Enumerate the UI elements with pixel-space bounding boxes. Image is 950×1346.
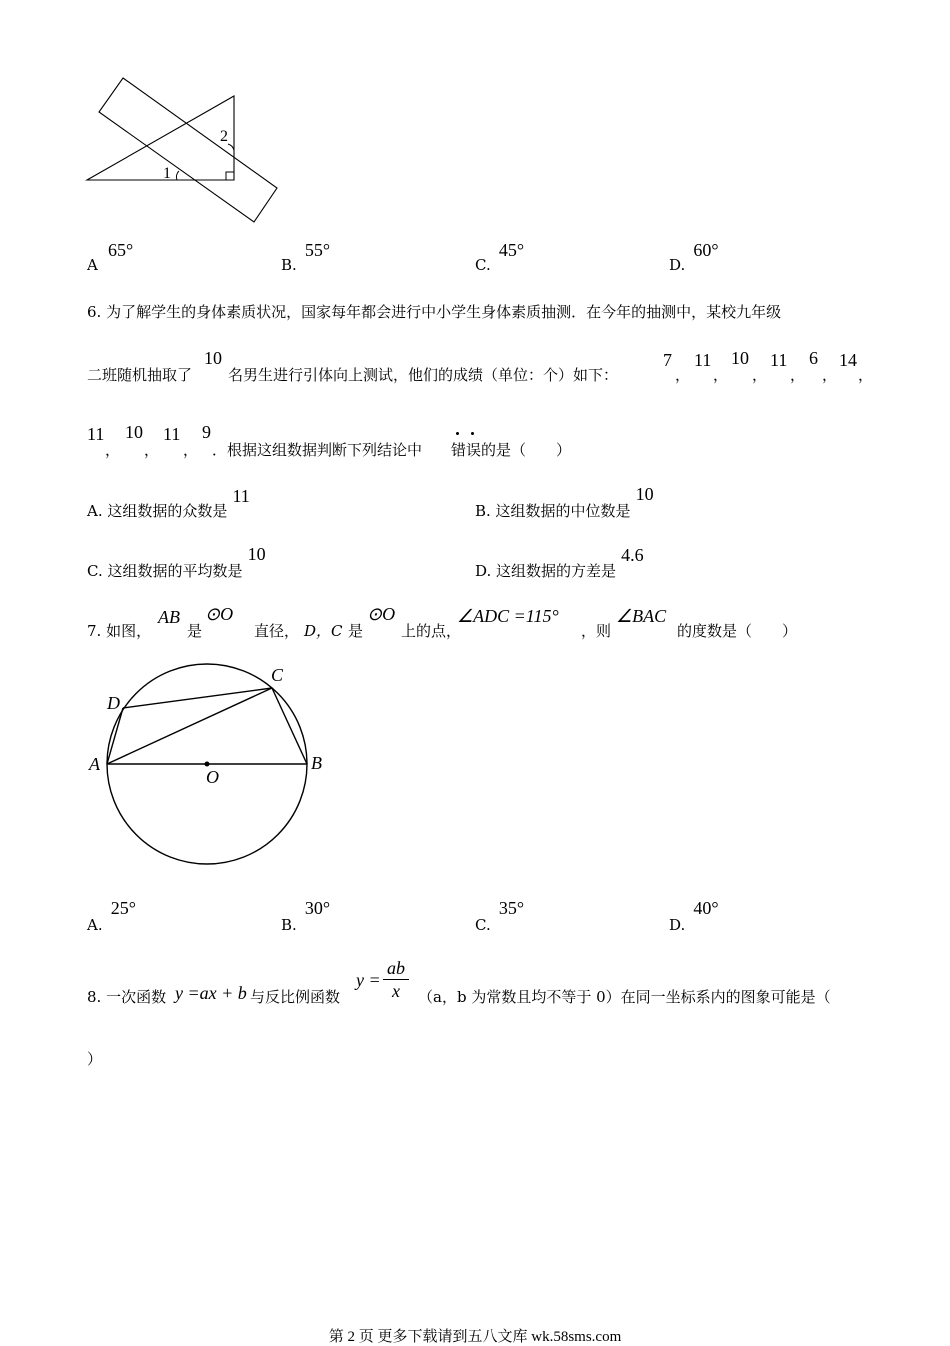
set-square <box>87 96 234 180</box>
q7-t7: 的度数是（ ） <box>677 622 798 640</box>
q6-option-c[interactable] <box>87 544 266 580</box>
point-o-label: O <box>206 767 219 787</box>
q8-numerator: ab <box>387 958 405 978</box>
q6-sep: ， <box>183 441 199 459</box>
q6-score: 9 <box>202 422 211 442</box>
q7-t2: 是 <box>187 622 203 640</box>
chord-ad <box>107 708 123 764</box>
q6-sep: ， <box>752 366 768 384</box>
q7-t1: 7. 如图， <box>87 622 152 640</box>
q6-sep: ， <box>713 366 729 384</box>
q6-sep: ， <box>675 366 691 384</box>
q7-figure <box>80 655 340 875</box>
option-letter: D. <box>669 256 686 274</box>
point-c-label: C <box>271 665 284 685</box>
q6-option-d[interactable] <box>475 545 644 580</box>
angle2-label: 2 <box>220 128 228 145</box>
q6-sep: ， <box>144 441 160 459</box>
emphasis-dot <box>456 432 459 435</box>
q8-t4: ） <box>87 1050 103 1068</box>
q6-sep: ， <box>790 366 806 384</box>
option-value: 45° <box>498 240 525 260</box>
q8-t2: 与反比例函数 <box>250 988 341 1006</box>
option-value: 25° <box>110 898 136 918</box>
q8-t1: 8. 一次函数 <box>87 988 167 1006</box>
option-text: A. 这组数据的众数是 <box>87 502 228 520</box>
angle1-arc <box>176 171 179 180</box>
q7-option-a[interactable] <box>87 898 136 934</box>
q6-count: 10 <box>204 348 222 368</box>
option-letter: C. <box>475 916 491 934</box>
q6-score: 14 <box>839 350 857 370</box>
option-letter: A <box>87 256 98 274</box>
point-d-label: D <box>107 693 120 713</box>
q6-sep: ， <box>105 441 121 459</box>
option-letter: C. <box>475 256 491 274</box>
option-letter: D. <box>669 916 686 934</box>
q7-angle-bac: ∠BAC <box>616 606 667 626</box>
q7-option-d[interactable] <box>669 898 719 934</box>
q6-sep: ， <box>822 366 838 384</box>
q7-ab: AB <box>158 607 180 627</box>
q5-option-a[interactable] <box>87 240 134 274</box>
q6-score: 11 <box>163 424 181 444</box>
option-value: 30° <box>304 898 331 918</box>
option-value: 60° <box>693 240 719 260</box>
q7-circle: ⊙O <box>205 604 234 624</box>
option-value: 4.6 <box>621 545 644 565</box>
q6-line2-prefix: 二班随机抽取了 <box>87 366 193 384</box>
option-text: B. 这组数据的中位数是 <box>475 502 631 520</box>
q5-option-d[interactable] <box>669 240 719 274</box>
q7-option-b[interactable] <box>281 898 331 934</box>
angle1-label: 1 <box>163 165 171 182</box>
option-letter: B. <box>281 256 297 274</box>
option-value: 10 <box>247 544 266 564</box>
q8-y-eq: y = <box>356 970 381 990</box>
q5-option-c[interactable] <box>475 240 525 274</box>
q8-t3: （a，b 为常数且均不等于 0）在同一坐标系内的图象可能是（ <box>418 988 831 1006</box>
q6-score: 10 <box>731 348 749 368</box>
q6-line2-mid: 名男生进行引体向上测试，他们的成绩（单位：个）如下： <box>228 366 619 384</box>
angle2-arc <box>228 144 234 150</box>
q5-option-b[interactable] <box>281 240 331 274</box>
q6-option-a[interactable] <box>87 486 250 520</box>
page-footer: 第 2 页 更多下载请到五八文库 wk.58sms.com <box>328 1329 622 1345</box>
q6-line3-a: ．根据这组数据判断下列结论中 <box>212 441 423 459</box>
option-value: 55° <box>304 240 331 260</box>
fraction-bar <box>383 979 409 980</box>
q8-denominator: x <box>392 981 400 1001</box>
option-letter: B. <box>281 916 297 934</box>
q6-score: 11 <box>694 350 712 370</box>
option-text: D. 这组数据的方差是 <box>475 562 617 580</box>
option-text: C. 这组数据的平均数是 <box>87 562 243 580</box>
q6-line1: 6. 为了解学生的身体素质状况，国家每年都会进行中小学生身体素质抽测．在今年的抽测中，某校九年级 <box>87 303 782 321</box>
q6-score: 10 <box>125 422 143 442</box>
option-value: 65° <box>107 240 134 260</box>
option-value: 10 <box>635 484 654 504</box>
center-dot <box>205 762 210 767</box>
q7-circle-2: ⊙O <box>367 604 396 624</box>
q7-t3: 直径， <box>254 622 300 640</box>
q6-sep: ， <box>858 366 874 384</box>
q5-figure <box>80 70 290 230</box>
q7-angle-adc: ∠ADC =115° <box>457 606 559 626</box>
point-a-label: A <box>89 754 100 774</box>
q6-score: 11 <box>770 350 788 370</box>
q7-t4: 是 <box>348 622 364 640</box>
q7-option-c[interactable] <box>475 898 525 934</box>
q6-score: 11 <box>87 424 105 444</box>
q6-line3-b: 的是（ ） <box>481 441 572 459</box>
q6-score: 6 <box>809 348 818 368</box>
option-value: 35° <box>498 898 525 918</box>
q7-t5: 上的点， <box>401 622 462 640</box>
q6-emphasis: 错误 <box>451 441 482 459</box>
q6-score: 7 <box>663 350 672 370</box>
option-value: 11 <box>232 486 250 506</box>
ruler-strip <box>99 78 277 222</box>
q7-dc: D，C <box>304 622 343 640</box>
point-b-label: B <box>311 753 322 773</box>
emphasis-dot <box>471 432 474 435</box>
right-angle-mark <box>226 172 234 180</box>
q7-t6: ，则 <box>581 622 612 640</box>
q8-linear-function: y =ax + b <box>175 983 247 1003</box>
option-value: 40° <box>693 898 719 918</box>
option-letter: A. <box>87 916 103 934</box>
q8-fraction <box>383 958 409 1001</box>
chord-cb <box>272 688 307 764</box>
q6-option-b[interactable] <box>475 484 654 520</box>
